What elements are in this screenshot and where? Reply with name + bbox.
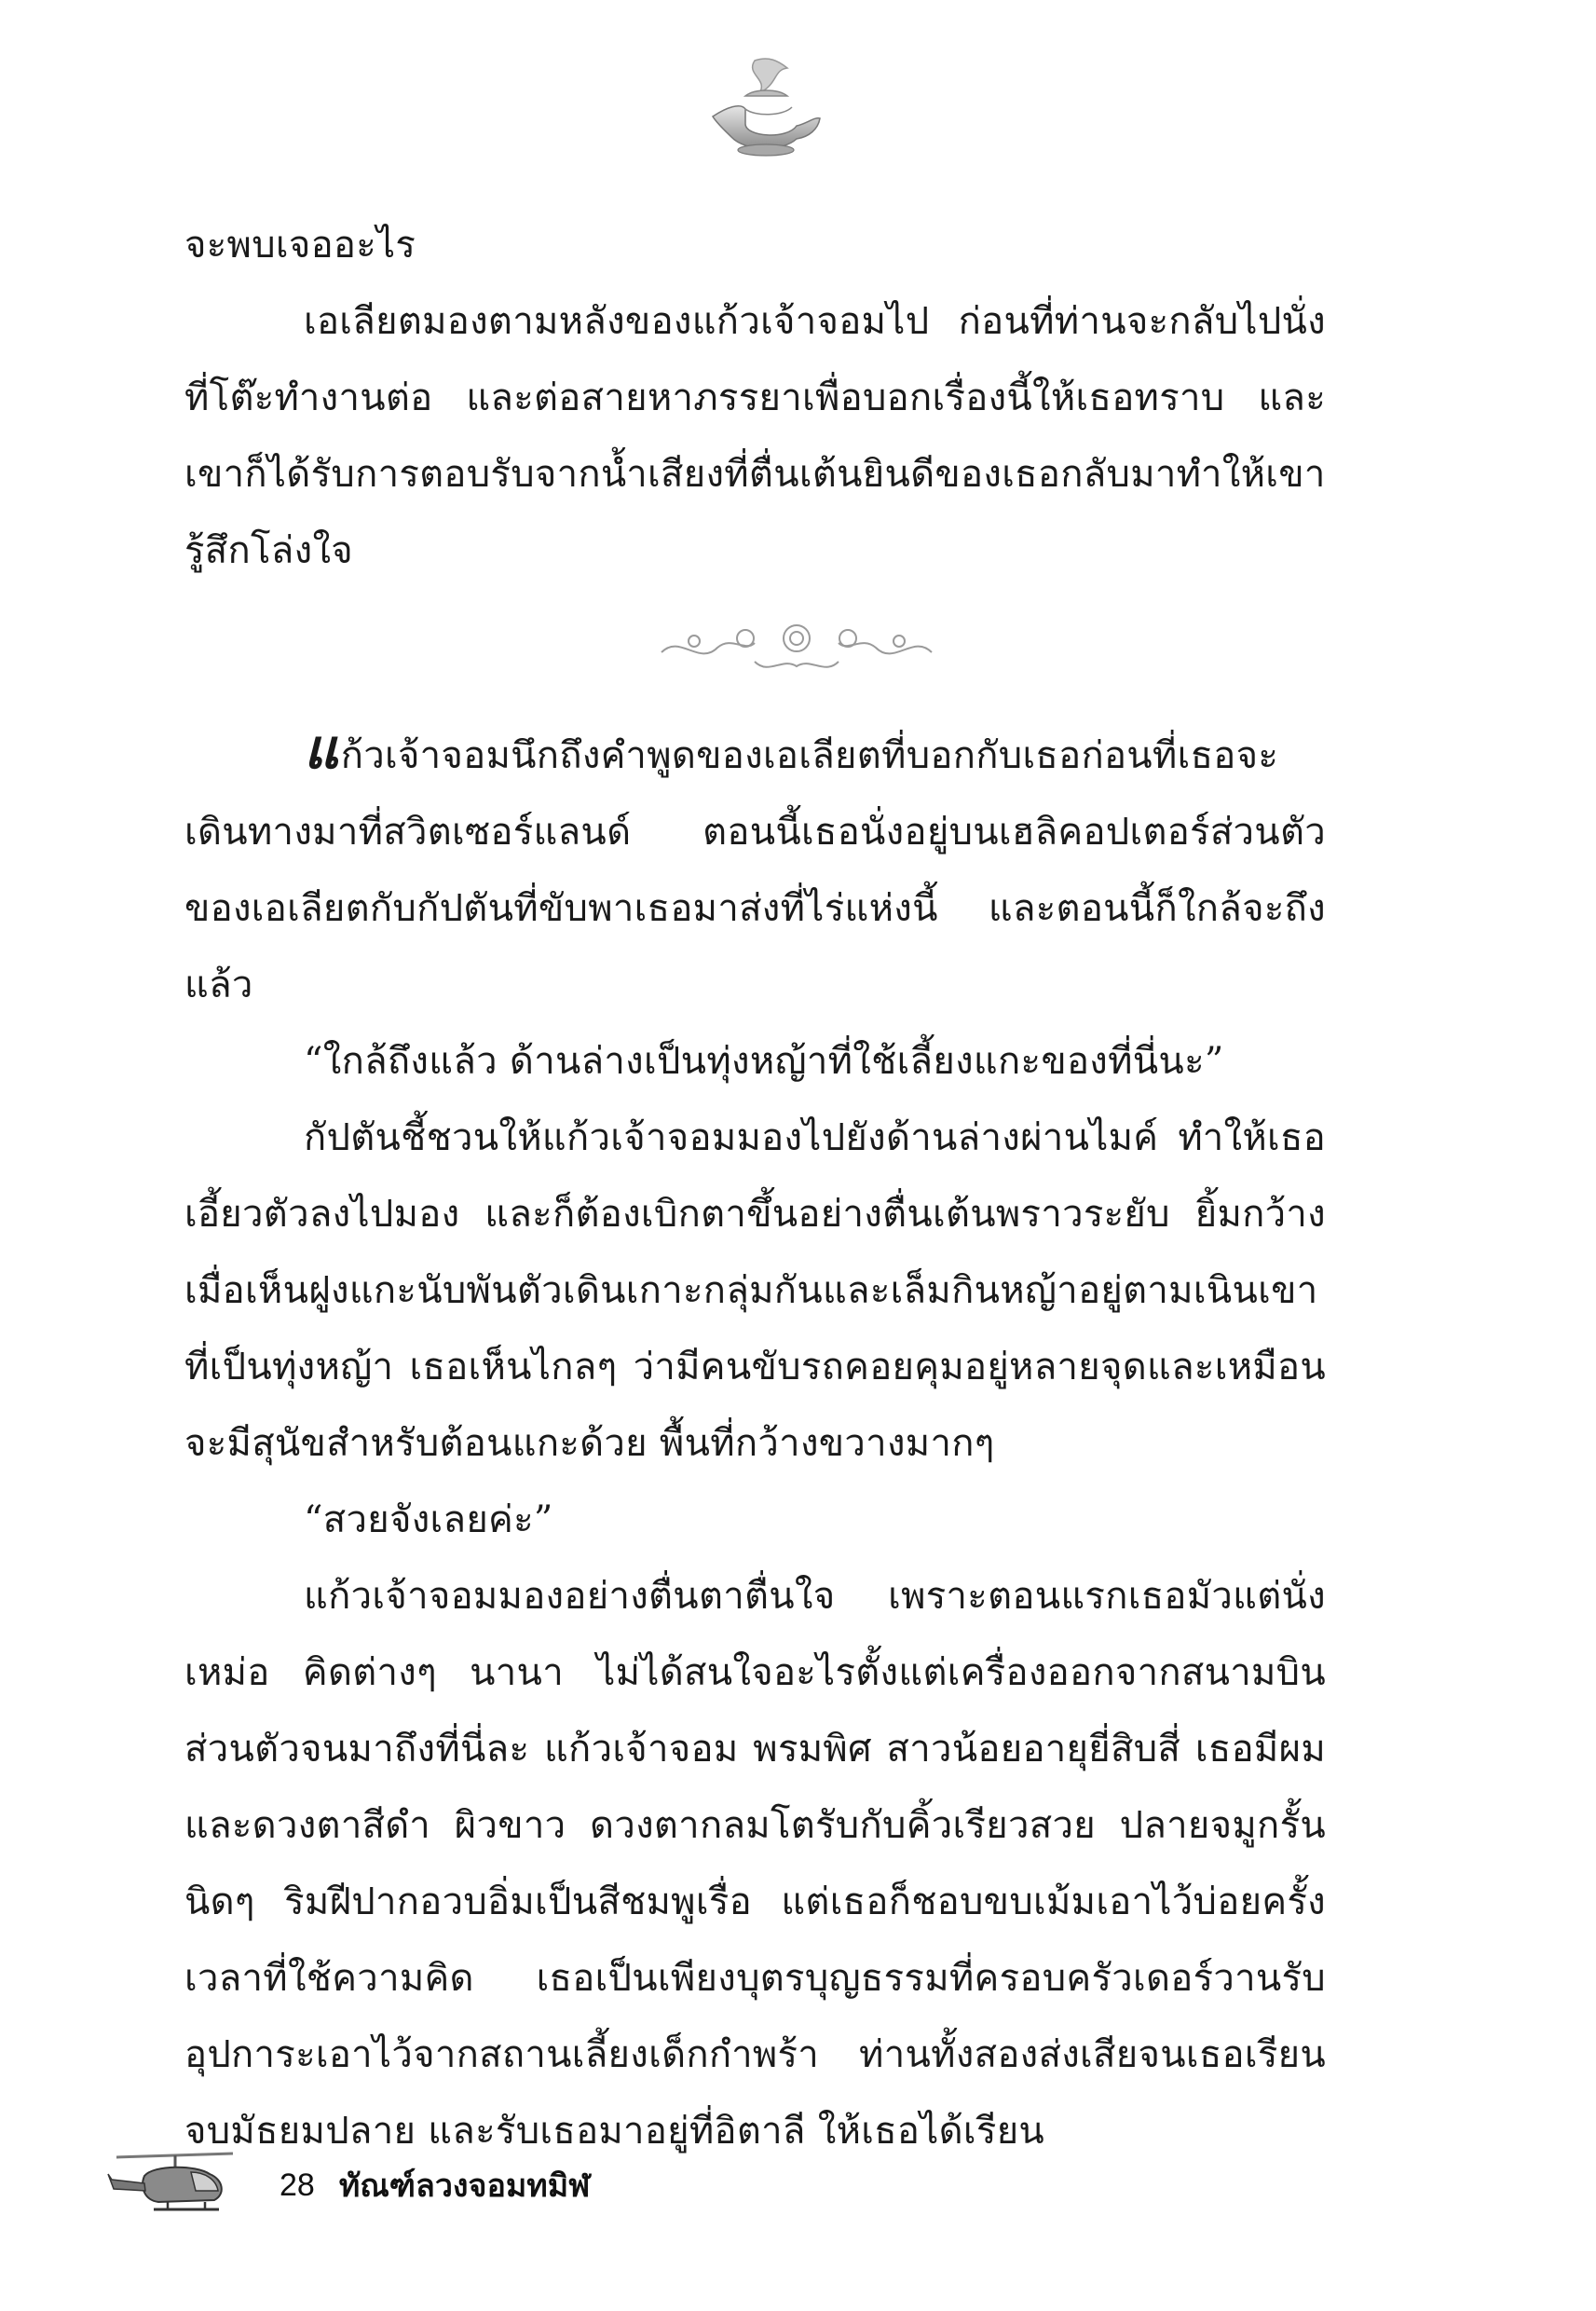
drop-cap: แ [304,718,339,781]
helicopter-icon [102,2148,242,2222]
page-number: 28 [280,2167,315,2203]
genie-lamp-icon [689,51,839,163]
paragraph-drop-cap [184,718,1326,1023]
text-block-top [184,207,1326,589]
paragraph: กัปตันชี้ชวนให้แก้วเจ้าจอมมองไปยังด้านล่างผ่านไมค์ ทำให้เธอเอี้ยวตัวลงไปมอง และก็ต้องเบิกตาขึ้นอย่างตื่นเต้นพราวระยับ ยิ้มกว้างเมื่อเห็นฝูงแกะนับพันตัวเดินเกาะกลุ่มกันและเล็มกินหญ้าอยู่ตามเนินเขาที่เป็นทุ่งหญ้า เธอเห็นไกลๆ ว่ามีคนขับรถคอยคุมอยู่หลายจุดและเหมือนจะมีสุนัขสำหรับต้อนแกะด้วย พื้นที่กว้างขวางมากๆ [184,1116,1326,1465]
page-footer [102,2148,941,2222]
paragraph: แก้วเจ้าจอมมองอย่างตื่นตาตื่นใจ เพราะตอนแรกเธอมัวแต่นั่งเหม่อ คิดต่างๆ นานา ไม่ได้สนใจอะไรตั้งแต่เครื่องออกจากสนามบินส่วนตัวจนมาถึงที่นี่ละ แก้วเจ้าจอม พรมพิศ สาวน้อยอายุยี่สิบสี่ เธอมีผมและดวงตาสีดำ ผิวขาว ดวงตากลมโตรับกับคิ้วเรียวสวย ปลายจมูกรั้นนิดๆ ริมฝีปากอวบอิ่มเป็นสีชมพูเรื่อ แต่เธอก็ชอบขบเม้มเอาไว้บ่อยครั้งเวลาที่ใช้ความคิด เธอเป็นเพียงบุตรบุญธรรมที่ครอบครัวเดอร์วานรับอุปการะเอาไว้จากสถานเลี้ยงเด็กกำพร้า ท่านทั้งสองส่งเสียจนเธอเรียนจบมัธยมปลาย และรับเธอมาอยู่ที่อิตาลี ให้เธอได้เรียน [184,1575,1326,2153]
dialogue: “ใกล้ถึงแล้ว ด้านล่างเป็นทุ่งหญ้าที่ใช้เลี้ยงแกะของที่นี่นะ” [304,1040,1224,1083]
paragraph: เอเลียตมองตามหลังของแก้วเจ้าจอมไป ก่อนที่ท่านจะกลับไปนั่งที่โต๊ะทำงานต่อ และต่อสายหาภรรยาเพื่อบอกเรื่องนี้ให้เธอทราบ และเขาก็ได้รับการตอบรับจากน้ำเสียงที่ตื่นเต้นยินดีของเธอกลับมาทำให้เขารู้สึกโล่งใจ [184,300,1326,572]
dialogue: “สวยจังเลยค่ะ” [304,1498,553,1541]
book-title: ทัณฑ์ลวงจอมทมิฬ [338,2167,591,2205]
paragraph-continued: จะพบเจออะไร [184,224,416,267]
paragraph-text: ก้วเจ้าจอมนึกถึงคำพูดของเอเลียตที่บอกกับเธอก่อนที่เธอจะเดินทางมาที่สวิตเซอร์แลนด์ ตอนนี้เธอนั่งอยู่บนเฮลิคอปเตอร์ส่วนตัวของเอเลียตกับกัปตันที่ขับพาเธอมาส่งที่ไร่แห่งนี้ และตอนนี้ก็ใกล้จะถึงแล้ว [184,734,1326,1006]
floral-divider-icon [643,615,950,680]
text-block-main [184,718,1326,2169]
